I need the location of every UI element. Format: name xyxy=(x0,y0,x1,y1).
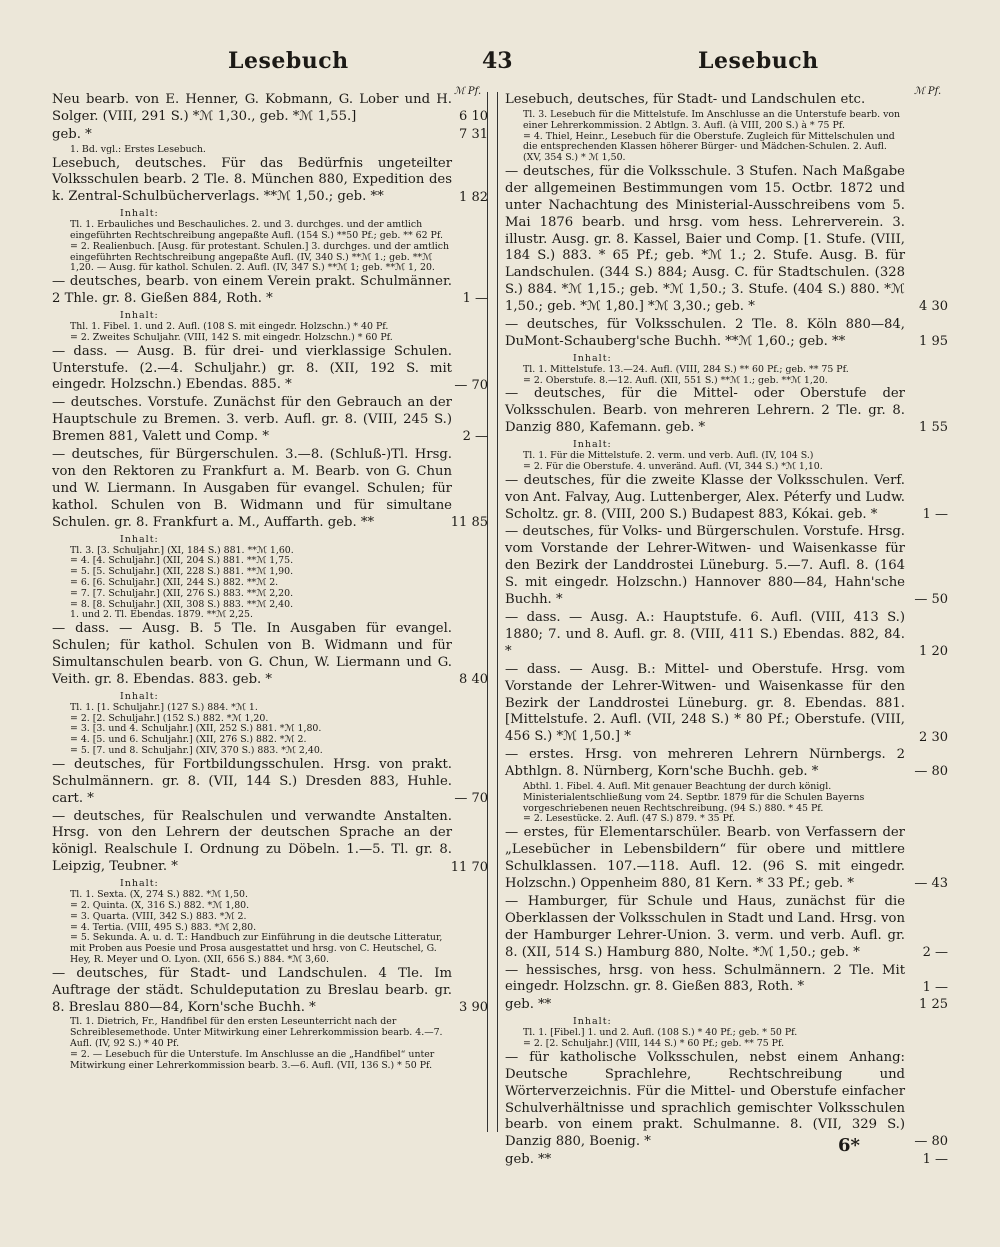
sub-entry: = 4. [5. und 6. Schuljahr.] (XII, 276 S.) 882. *ℳ 2. xyxy=(70,734,307,746)
price: 1 — xyxy=(922,507,948,522)
catalog-entry: geb. * xyxy=(52,126,92,142)
column-rule xyxy=(487,92,488,1132)
catalog-entry: — deutsches, für die Volksschule. 3 Stufen. Nach Maßgabe der allgemeinen Bestimmungen vom 15. Octbr. 1872 und unter Nachachtung des Ministerial-Ausschreibens vom 5. Mai 1876 bearb. und hrsg. vom hess. Lehrerverein. 3. illustr. Ausg. gr. 8. Kassel, Baier und Comp. [1. Stufe. (VIII, 184 S.) 883. * 65 Pf.; geb. *ℳ 1.; 2. Stufe. Ausg. B. für Landschulen. (344 S.) 884; Ausg. C. für Stadtschulen. (328 S.) 884. *ℳ 1,15.; geb. *ℳ 1,50.; 3. Stufe. (404 S.) 880. *ℳ 1,50.; geb. *ℳ 1,80.] *ℳ 3,30.; geb. * xyxy=(505,163,905,315)
sub-entry: Tl. 1. Mittelstufe. 13.—24. Aufl. (VIII, 284 S.) ** 60 Pf.; geb. ** 75 Pf. xyxy=(523,363,849,375)
contents-label: Inhalt: xyxy=(573,1016,612,1028)
sub-entry: Tl. 1. Sexta. (X, 274 S.) 882. *ℳ 1,50. xyxy=(70,889,248,901)
sub-entry: = 5. [7. und 8. Schuljahr.] (XIV, 370 S.) 883. *ℳ 2,40. xyxy=(70,744,323,756)
sub-entry: = 2. [2. Schuljahr.] (152 S.) 882. *ℳ 1,20. xyxy=(70,712,269,724)
right-column xyxy=(505,92,905,1170)
header-left: Lesebuch xyxy=(228,48,349,74)
price: 6 10 xyxy=(459,109,488,124)
price: 1 — xyxy=(922,1152,948,1167)
sub-entry: Tl. 1. [1. Schuljahr.] (127 S.) 884. *ℳ 1. xyxy=(70,701,258,713)
catalog-entry: — deutsches, für Bürgerschulen. 3.—8. (Schluß-)Tl. Hrsg. von den Rektoren zu Frankfurt a. M. Bearb. von G. Chun und W. Liermann. In Ausgaben für evangel. Schulen; für kathol. Schulen von B. Widmann und für simultane Schulen. gr. 8. Frankfurt a. M., Auffarth. geb. ** xyxy=(52,447,452,530)
sub-entry: Tl. 1. Dietrich, Fr., Handfibel für den ersten Leseunterricht nach der Schreiblesemethode. Unter Mitwirkung einer Lehrerkommission bearb. 4.—7. Aufl. (IV, 92 S.) * 40 Pf. xyxy=(70,1016,443,1050)
contents-label: Inhalt: xyxy=(120,310,159,322)
sub-entry: Tl. 3. [3. Schuljahr.] (XI, 184 S.) 881. **ℳ 1,60. xyxy=(70,544,294,556)
catalog-entry: Neu bearb. von E. Henner, G. Kobmann, G. Lober und H. Solger. (VIII, 291 S.) *ℳ 1,30., geb. *ℳ 1,55.] xyxy=(52,92,452,124)
sub-entry: = 4. Thiel, Heinr., Lesebuch für die Oberstufe. Zugleich für Mittelschulen und die entsprechenden Klassen höherer Bürger- und Mädchen-Schulen. 2. Aufl. (XV, 354 S.) * ℳ 1,50. xyxy=(523,130,895,164)
catalog-entry: — deutsches, für Stadt- und Landschulen. 4 Tle. Im Auftrage der städt. Schuldeputation zu Breslau bearb. gr. 8. Breslau 880—84, Korn'sche Buchh. * xyxy=(52,965,452,1015)
left-column xyxy=(52,92,452,1071)
sub-entry: = 5. Sekunda. A. u. d. T.: Handbuch zur Einführung in die deutsche Litteratur, mit Proben aus Poesie und Prosa ausgestattet und hrsg. von C. Heutschel, G. Hey, R. Meyer und O. Lyon. (XII, 656 S.) 884. *ℳ 3,60. xyxy=(70,932,443,965)
contents-label: Inhalt: xyxy=(120,533,159,545)
catalog-entry: Lesebuch, deutsches. Für das Bedürfnis ungeteilter Volksschulen bearb. 2 Tle. 8. München 880, Expedition des k. Zentral-Schulbücherverlags. **ℳ 1,50.; geb. ** xyxy=(52,155,452,205)
catalog-entry: — erstes, für Elementarschüler. Bearb. von Verfassern der „Lesebücher in Lebensbildern“ für obere und mittlere Schulklassen. 107.—118. Aufl. 12. (96 S. mit eingedr. Holzschn.) Oppenheim 880, 81 Kern. * 33 Pf.; geb. * xyxy=(505,825,905,891)
sub-entry: = 5. [5. Schuljahr.] (XII, 228 S.) 881. **ℳ 1,90. xyxy=(70,566,294,578)
sub-entry: = 4. [4. Schuljahr.] (XII, 204 S.) 881. **ℳ 1,75. xyxy=(70,555,294,567)
price: 7 31 xyxy=(459,127,488,142)
sub-entry: Tl. 3. Lesebuch für die Mittelstufe. Im Anschlusse an die Unterstufe bearb. von einer Lehrerkommission. 2 Abtlgn. 3. Aufl. (à VIII, 200 S.) à * 75 Pf. xyxy=(523,108,901,131)
catalog-entry: — dass. — Ausg. B.: Mittel- und Oberstufe. Hrsg. vom Vorstande der Lehrer-Witwen- und Waisenkasse für den Bezirk der Landdrostei Lüneburg. gr. 8. Ebendas. 881. [Mittelstufe. 2. Aufl. (VII, 248 S.) * 80 Pf.; Oberstufe. (VIII, 456 S.) *ℳ 1,50.] * xyxy=(505,661,905,745)
catalog-entry: — Hamburger, für Schule und Haus, zunächst für die Oberklassen der Volksschulen in Stadt und Land. Hrsg. von der Hamburger Lehrer-Union. 3. verm. und verb. Aufl. gr. 8. (XII, 514 S.) Hamburg 880, Nolte. *ℳ 1,50.; geb. * xyxy=(505,893,905,960)
sub-entry: = 2. Quinta. (X, 316 S.) 882. *ℳ 1,80. xyxy=(70,899,250,911)
catalog-entry: — deutsches, für die Mittel- oder Oberstufe der Volksschulen. Bearb. von mehreren Lehrern. 2 Tle. gr. 8. Danzig 880, Kafemann. geb. * xyxy=(505,386,905,436)
catalog-entry: geb. ** xyxy=(505,1152,552,1168)
price: — 43 xyxy=(914,876,948,891)
catalog-entry: geb. ** xyxy=(505,997,552,1013)
catalog-entry: — deutsches, bearb. von einem Verein prakt. Schulmänner. 2 Thle. gr. 8. Gießen 884, Roth. * xyxy=(52,274,452,307)
catalog-entry: — erstes. Hrsg. von mehreren Lehrern Nürnbergs. 2 Abthlgn. 8. Nürnberg, Korn'sche Buchh. geb. * xyxy=(505,747,905,780)
price: 1 — xyxy=(462,291,488,306)
catalog-entry: — deutsches, für Volksschulen. 2 Tle. 8. Köln 880—84, DuMont-Schauberg'sche Buchh. **ℳ 1,60.; geb. ** xyxy=(505,317,905,349)
sub-entry: = 2. Realienbuch. [Ausg. für protestant. Schulen.] 3. durchges. und der amtlich eingeführten Rechtschreibung angepaßte Aufl. (IV, 340 S.) **ℳ 1.; geb. **ℳ 1,20. — Ausg. für kathol. Schulen. 2. Aufl. (IV, 347 S.) **ℳ 1; geb. **ℳ 1, 20. xyxy=(70,240,450,274)
price: 1 95 xyxy=(919,334,948,349)
catalog-entry: — deutsches, für Realschulen und verwandte Anstalten. Hrsg. von den Lehrern der deutschen Sprache an der königl. Realschule I. Ordnung zu Döbeln. 1.—5. Tl. gr. 8. Leipzig, Teubner. * xyxy=(52,808,452,875)
header-right: Lesebuch xyxy=(698,48,819,74)
sub-entry: = 2. Oberstufe. 8.—12. Aufl. (XII, 551 S.) **ℳ 1.; geb. **ℳ 1,20. xyxy=(523,374,828,386)
catalog-entry: — hessisches, hrsg. von hess. Schulmännern. 2 Tle. Mit eingedr. Holzschn. gr. 8. Gießen 883, Roth. * xyxy=(505,962,905,995)
sub-entry: = 2. Lesestücke. 2. Aufl. (47 S.) 879. * 35 Pf. xyxy=(523,813,736,825)
price: — 80 xyxy=(914,1134,948,1149)
price: 2 — xyxy=(462,429,488,444)
sub-entry: = 6. [6. Schuljahr.] (XII, 244 S.) 882. **ℳ 2. xyxy=(70,576,279,588)
price: — 70 xyxy=(454,378,488,393)
price: 1 82 xyxy=(459,190,488,205)
sub-entry: = 2. — Lesebuch für die Unterstufe. Im Anschlusse an die „Handfibel“ unter Mitwirkung einer Lehrerkommission bearb. 3.—6. Aufl. (VII, 136 S.) * 50 Pf. xyxy=(70,1048,435,1071)
sub-entry: = 4. Tertia. (VIII, 495 S.) 883. *ℳ 2,80. xyxy=(70,921,257,933)
catalog-entry: Lesebuch, deutsches, für Stadt- und Landschulen etc. xyxy=(505,92,866,107)
price: 1 25 xyxy=(919,997,948,1012)
sub-entry: = 3. [3. und 4. Schuljahr.] (XII, 252 S.) 881. *ℳ 1,80. xyxy=(70,723,322,735)
sub-entry: Tl. 1. Erbauliches und Beschauliches. 2. und 3. durchges. und der amtlich eingeführten Rechtschreibung angepaßte Aufl. (154 S.) **50 Pf.; geb. ** 62 Pf. xyxy=(70,219,443,242)
sub-entry: = 8. [8. Schuljahr.] (XII, 308 S.) 883. **ℳ 2,40. xyxy=(70,598,294,610)
catalog-entry: — deutsches, für Volks- und Bürgerschulen. Vorstufe. Hrsg. vom Vorstande der Lehrer-Witwen- und Waisenkasse für den Bezirk der Landdrostei Lüneburg. 5.—7. Aufl. 8. (164 S. mit eingedr. Holzschn.) Hannover 880—84, Hahn'sche Buchh. * xyxy=(505,524,905,608)
price: 11 85 xyxy=(450,515,488,530)
price: 2 — xyxy=(922,945,948,960)
contents-label: Inhalt: xyxy=(120,878,159,890)
signature-mark: 6* xyxy=(838,1135,860,1156)
sub-entry: = 2. Zweites Schuljahr. (VIII, 142 S. mit eingedr. Holzschn.) * 60 Pf. xyxy=(70,331,393,343)
catalog-entry: — dass. — Ausg. B. für drei- und vierklassige Schulen. Unterstufe. (2.—4. Schuljahr.) gr. 8. (XII, 192 S. mit eingedr. Holzschn.) Ebendas. 885. * xyxy=(52,343,452,393)
contents-label: Inhalt: xyxy=(120,690,159,702)
price: — 80 xyxy=(914,764,948,779)
price: 8 40 xyxy=(459,672,488,687)
contents-label: Inhalt: xyxy=(573,439,612,451)
sub-entry: = 7. [7. Schuljahr.] (XII, 276 S.) 883. **ℳ 2,20. xyxy=(70,587,294,599)
sub-entry: = 2. [2. Schuljahr.] (VIII, 144 S.) * 60 Pf.; geb. ** 75 Pf. xyxy=(523,1038,785,1050)
price: 1 55 xyxy=(919,420,948,435)
currency-header-right: ℳ Pf. xyxy=(914,86,942,97)
sub-entry: Abthl. 1. Fibel. 4. Aufl. Mit genauer Beachtung der durch königl. Ministerialentschließung vom 24. Septbr. 1879 für die Schulen Bayerns vorgeschriebenen neuen Rechtschreibung. (94 S.) 880. * 45 Pf. xyxy=(523,781,865,814)
sub-entry: = 2. Für die Oberstufe. 4. unveränd. Aufl. (VI, 344 S.) *ℳ 1,10. xyxy=(523,460,823,472)
price: 3 90 xyxy=(459,1000,488,1015)
price: 11 70 xyxy=(450,860,488,875)
sub-entry: Thl. 1. Fibel. 1. und 2. Aufl. (108 S. mit eingedr. Holzschn.) * 40 Pf. xyxy=(70,321,389,333)
catalog-entry: — deutsches, für die zweite Klasse der Volksschulen. Verf. von Ant. Falvay, Aug. Luttenberger, Alex. Péterfy und Ludw. Scholtz. gr. 8. (VIII, 200 S.) Budapest 883, Kókai. geb. * xyxy=(505,472,905,522)
sub-entry: Tl. 1. Für die Mittelstufe. 2. verm. und verb. Aufl. (IV, 104 S.) xyxy=(523,450,814,462)
price: — 50 xyxy=(914,592,948,607)
catalog-entry: — dass. — Ausg. A.: Hauptstufe. 6. Aufl. (VIII, 413 S.) 1880; 7. und 8. Aufl. gr. 8. (VIII, 411 S.) Ebendas. 882, 84. * xyxy=(505,610,905,659)
column-rule xyxy=(497,92,498,1132)
catalog-entry: — dass. — Ausg. B. 5 Tle. In Ausgaben für evangel. Schulen; für kathol. Schulen von B. Widmann und für Simultanschulen bearb. von G. Chun, W. Liermann und G. Veith. gr. 8. Ebendas. 883. geb. * xyxy=(52,621,452,687)
page-number: 43 xyxy=(482,48,513,74)
price: — 70 xyxy=(454,791,488,806)
price: 1 20 xyxy=(919,644,948,659)
contents-label: Inhalt: xyxy=(573,352,612,364)
catalog-entry: — deutsches. Vorstufe. Zunächst für den Gebrauch an der Hauptschule zu Bremen. 3. verb. Aufl. gr. 8. (VIII, 245 S.) Bremen 881, Valett und Comp. * xyxy=(52,395,452,445)
catalog-entry: — für katholische Volksschulen, nebst einem Anhang: Deutsche Sprachlehre, Rechtschreibung und Wörterverzeichnis. Für die Mittel- und Oberstufe einfacher Schulverhältnisse und sprachlich gemischter Volksschulen bearb. von einem prakt. Schulmanne. 8. (VII, 329 S.) Danzig 880, Boenig. * xyxy=(505,1049,905,1150)
sub-entry: = 3. Quarta. (VIII, 342 S.) 883. *ℳ 2. xyxy=(70,910,247,922)
contents-label: Inhalt: xyxy=(120,208,159,220)
currency-header-left: ℳ Pf. xyxy=(454,86,482,97)
price: 1 — xyxy=(922,980,948,995)
sub-entry: 1. und 2. Tl. Ebendas. 1879. **ℳ 2,25. xyxy=(70,609,253,621)
catalog-entry: — deutsches, für Fortbildungsschulen. Hrsg. von prakt. Schulmännern. gr. 8. (VII, 144 S.) Dresden 883, Huhle. cart. * xyxy=(52,756,452,806)
sub-entry: Tl. 1. [Fibel.] 1. und 2. Aufl. (108 S.) * 40 Pf.; geb. * 50 Pf. xyxy=(523,1027,798,1039)
price: 2 30 xyxy=(919,730,948,745)
sub-entry: 1. Bd. vgl.: Erstes Lesebuch. xyxy=(70,143,206,155)
price: 4 30 xyxy=(919,299,948,314)
